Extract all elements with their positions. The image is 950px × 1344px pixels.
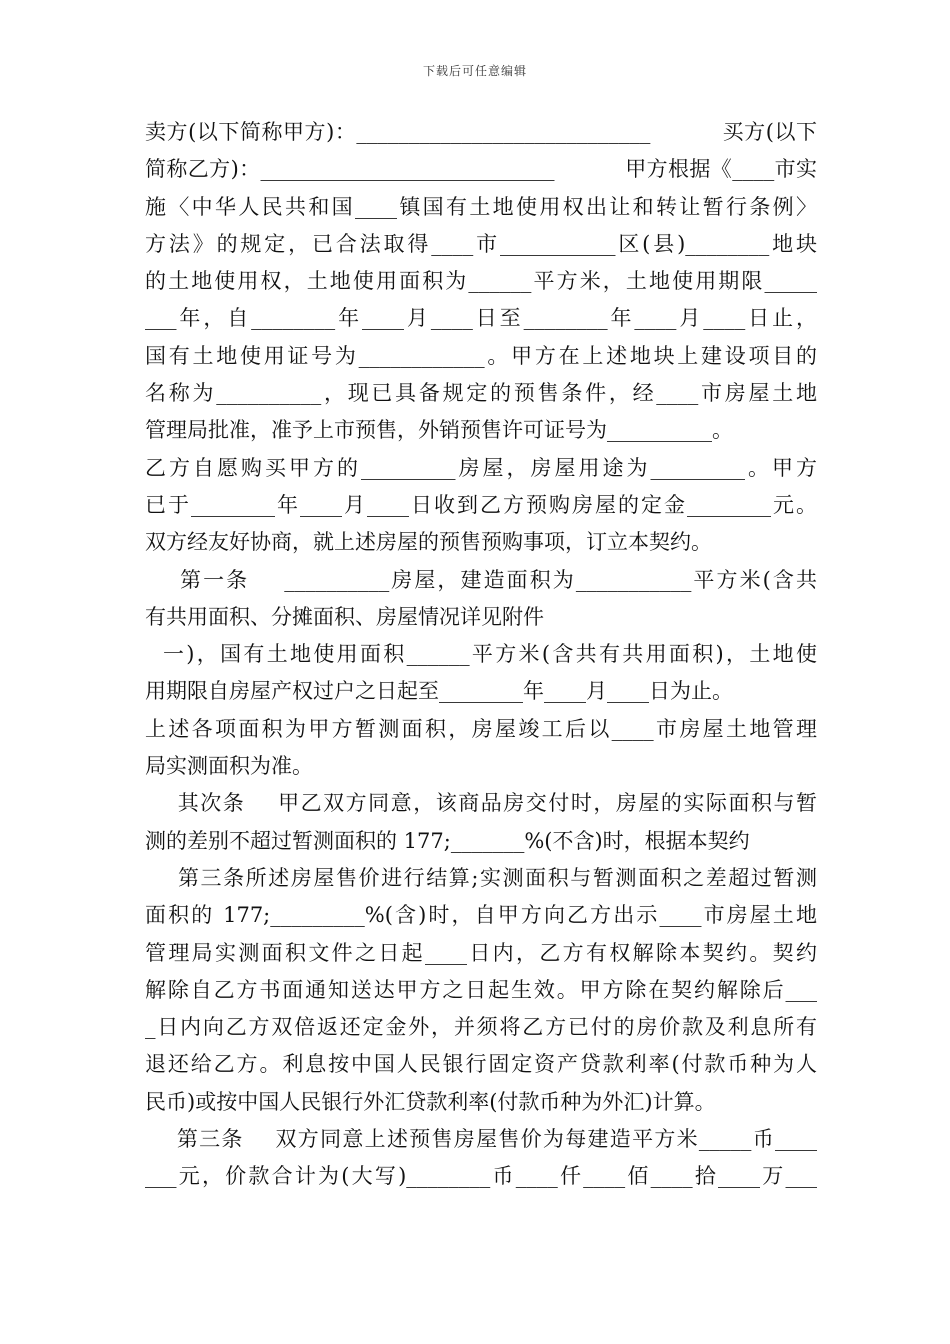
text-line: 退还给乙方。利息按中国人民银行固定资产贷款利率(付款币种为人 [145,1052,817,1077]
text-line: 解除自乙方书面通知送达甲方之日起生效。甲方除在契约解除后___ [145,977,817,1002]
text-line: 管理局实测面积文件之日起____日内，乙方有权解除本契约。契约 [145,940,817,965]
text-line: ___年，自________年____月____日至________年____月____日止， [145,306,817,331]
text-line: 上述各项面积为甲方暂测面积，房屋竣工后以____市房屋土地管理 [145,716,817,741]
text-line: 局实测面积为准。 [145,754,313,779]
text-line: 国有土地使用证号为____________。甲方在上述地块上建设项目的 [145,343,817,368]
text-line: 有共用面积、分摊面积、房屋情况详见附件 [145,604,544,629]
text-line: 测的差别不超过暂测面积的 177;_______%(不含)时，根据本契约 [145,828,750,853]
text-line: 其次条 甲乙双方同意，该商品房交付时，房屋的实际面积与暂 [145,791,817,816]
text-line: 面积的 177;_________%(含)时，自甲方向乙方出示____市房屋土地 [145,903,817,928]
text-line: 的土地使用权，土地使用面积为______平方米，土地使用期限_____ [145,269,817,294]
text-line: 一)，国有土地使用面积______平方米(含共有共用面积)，土地使 [145,642,817,667]
text-line: 双方经友好协商，就上述房屋的预售预购事项，订立本契约。 [145,530,712,555]
text-line: 方法》的规定，已合法取得____市___________区(县)________地块 [145,231,817,256]
text-line: 简称乙方)：____________________________ 甲方根据《____市实 [145,157,817,182]
text-line: 民币)或按中国人民银行外汇贷款利率(付款币种为外汇)计算。 [145,1089,716,1114]
contract-body [145,114,817,1196]
text-line: _日内向乙方双倍返还定金外，并须将乙方已付的房价款及利息所有 [145,1015,817,1040]
text-line: ___元，价款合计为(大写)________币____仟____佰____拾____万___ [145,1164,817,1189]
text-line: 第一条 __________房屋，建造面积为___________平方米(含共 [145,567,817,592]
text-line: 已于________年____月____日收到乙方预购房屋的定金________元。 [145,492,817,517]
text-line: 乙方自愿购买甲方的_________房屋，房屋用途为_________。甲方 [145,455,817,480]
text-line: 管理局批准，准予上市预售，外销预售许可证号为__________。 [145,418,733,443]
text-line: 第三条所述房屋售价进行结算;实测面积与暂测面积之差超过暂测 [145,865,817,890]
text-line: 名称为__________，现已具备规定的预售条件，经____市房屋土地 [145,381,817,406]
text-line: 第三条 双方同意上述预售房屋售价为每建造平方米_____币____ [145,1127,817,1152]
text-line: 施〈中华人民共和国____镇国有土地使用权出让和转让暂行条例〉 [145,194,817,219]
page-header-note: 下载后可任意编辑 [422,64,527,78]
text-line: 用期限自房屋产权过户之日起至________年____月____日为止。 [145,679,733,704]
text-line: 卖方(以下简称甲方)：____________________________ 买方(以下 [145,120,817,144]
